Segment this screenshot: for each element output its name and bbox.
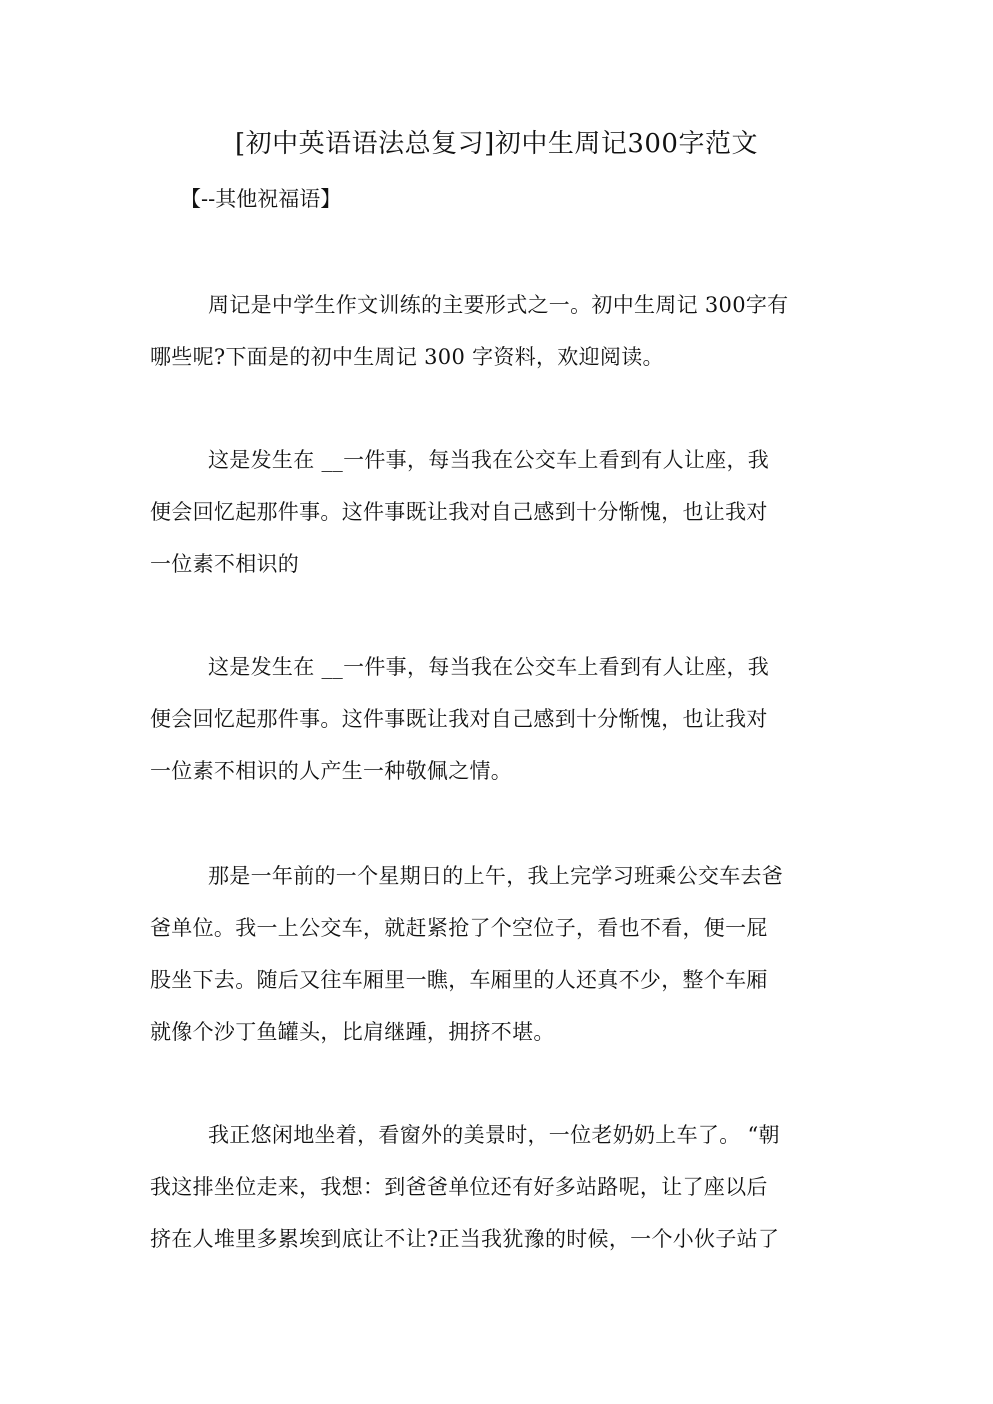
- paragraph: [150, 850, 850, 1058]
- paragraph-line: 我正悠闲地坐着，看窗外的美景时，一位老奶奶上车了。 “朝: [208, 1123, 780, 1147]
- paragraph-line: 便会回忆起那件事。这件事既让我对自己感到十分惭愧，也让我对: [150, 707, 768, 731]
- paragraph: [150, 1109, 850, 1265]
- paragraph: [150, 641, 850, 797]
- paragraph-line: 我这排坐位走来，我想：到爸爸单位还有好多站路呢，让了座以后: [150, 1175, 768, 1199]
- paragraph: [150, 279, 850, 383]
- paragraph-line: 股坐下去。随后又往车厢里一瞧，车厢里的人还真不少，整个车厢: [150, 968, 768, 992]
- paragraph-line: 就像个沙丁鱼罐头，比肩继踵，拥挤不堪。: [150, 1020, 555, 1044]
- paragraph-line: 哪些呢?下面是的初中生周记 300 字资料，欢迎阅读。: [150, 345, 664, 369]
- paragraph: [150, 434, 850, 590]
- paragraph-line: 周记是中学生作文训练的主要形式之一。初中生周记 300字有: [208, 293, 789, 317]
- paragraph-line: 爸单位。我一上公交车，就赶紧抢了个空位子，看也不看，便一屁: [150, 916, 768, 940]
- paragraph-line: 这是发生在 __一件事，每当我在公交车上看到有人让座，我: [208, 655, 770, 679]
- paragraph-line: 这是发生在 __一件事，每当我在公交车上看到有人让座，我: [208, 448, 770, 472]
- paragraph-line: 挤在人堆里多累埃到底让不让?正当我犹豫的时候，一个小伙子站了: [150, 1227, 780, 1251]
- document-title: [初中英语语法总复习]初中生周记300字范文: [235, 129, 758, 159]
- paragraph-line: 一位素不相识的: [150, 552, 300, 576]
- paragraph-line: 便会回忆起那件事。这件事既让我对自己感到十分惭愧，也让我对: [150, 500, 768, 524]
- category-tag: 【--其他祝福语】: [180, 187, 342, 211]
- paragraph-line: 一位素不相识的人产生一种敬佩之情。: [150, 759, 513, 783]
- paragraph-line: 那是一年前的一个星期日的上午，我上完学习班乘公交车去爸: [208, 864, 784, 888]
